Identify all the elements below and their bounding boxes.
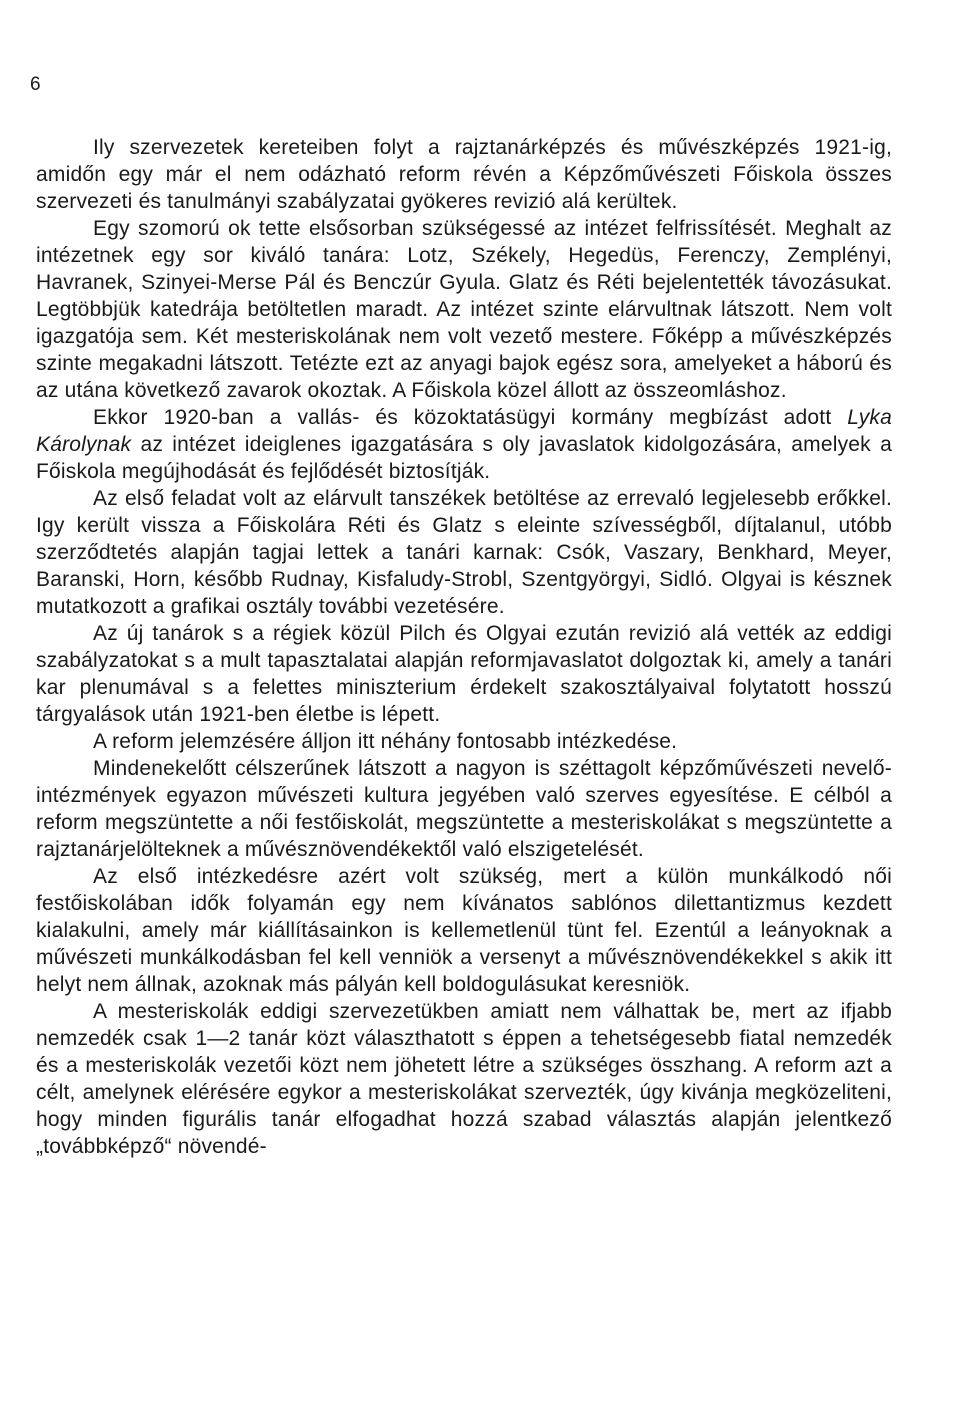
paragraph-8-text: Az első intézkedésre azért volt szükség, mert a külön munkálkodó női festőiskolában idők folyamán egy nem kívánatos sablónos dilettantizmus kezdett kialakulni, amely már kiállításainkon is kellemetlenül tünt fel. Ezentúl a leányoknak a művészeti munkálkodásban fel kell venniök a versenyt a művésznövendékekkel s akik itt helyt nem állnak, azoknak más pályán kell boldogulásukat keresniök.: [36, 865, 892, 996]
paragraph-8: [36, 863, 892, 998]
paragraph-5: [36, 620, 892, 728]
paragraph-6: [36, 728, 892, 755]
paragraph-3-text: Ekkor 1920-ban a vallás- és közoktatásügyi kormány megbízást adott: [93, 406, 848, 429]
paragraph-4: [36, 485, 892, 620]
paragraph-9: [36, 998, 892, 1160]
paragraph-7: [36, 755, 892, 863]
paragraph-4-text: Az első feladat volt az elárvult tanszékek betöltése az errevaló legjelesebb erőkkel. Igy került vissza a Főiskolára Réti és Glatz s eleinte szívességből, díjtalanul, utóbb szerződtetés alapján tagjai lettek a tanári karnak: Csók, Vaszary, Benkhard, Meyer, Baranski, Horn, később Rudnay, Kisfaludy-Strobl, Szentgyörgyi, Sidló. Olgyai is késznek mutatkozott a grafikai osztály további vezetésére.: [36, 487, 892, 618]
paragraph-3: [36, 404, 892, 485]
page-number: 6: [30, 74, 41, 95]
paragraph-9-text: A mesteriskolák eddigi szervezetükben amiatt nem válhattak be, mert az ifjabb nemzedék csak 1—2 tanár közt választhatott s éppen a tehetségesebb fiatal nemzedék és a mesteriskolák vezetői közt nem jöhetett létre a szükséges összhang. A reform azt a célt, amelynek elérésére egykor a mesteriskolákat szervezték, úgy kivánja megközeliteni, hogy minden figurális tanár elfogadhat hozzá szabad választás alapján jelentkező „továbbképző“ növendé-: [36, 1000, 892, 1158]
paragraph-2: [36, 215, 892, 404]
paragraph-1: [36, 134, 892, 215]
paragraph-7-text: Mindenekelőtt célszerűnek látszott a nagyon is széttagolt képzőművészeti nevelő-intézmények egyazon művészeti kultura jegyében való szerves egyesítése. E célból a reform megszüntette a női festőiskolát, megszüntette a mesteriskolákat s megszüntette a rajztanárjelölteknek a művésznövendékektől való elszigetelését.: [36, 757, 892, 861]
paragraph-2-text: Egy szomorú ok tette elsősorban szükségessé az intézet felfrissítését. Meghalt az intézetnek egy sor kiváló tanára: Lotz, Székely, Hegedüs, Ferenczy, Zemplényi, Havranek, Szinyei-Merse Pál és Benczúr Gyula. Glatz és Réti bejelentették távozásukat. Legtöbbjük katedrája betöltetlen maradt. Az intézet szinte elárvultnak látszott. Nem volt igazgatója sem. Két mesteriskolának nem volt vezető mestere. Főképp a művészképzés szinte megakadni látszott. Tetézte ezt az anyagi bajok egész sora, amelyeket a háború és az utána következő zavarok okoztak. A Főiskola közel állott az összeomláshoz.: [36, 217, 892, 402]
paragraph-6-text: A reform jelemzésére álljon itt néhány fontosabb intézkedése.: [93, 730, 678, 753]
paragraph-3-tail: az intézet ideiglenes igazgatására s oly javaslatok kidolgozására, amelyek a Főiskola megújhodását és fejlődését biztosítják.: [36, 433, 892, 483]
body-text: [36, 134, 892, 1160]
paragraph-1-text: Ily szervezetek kereteiben folyt a rajztanárképzés és művészképzés 1921-ig, amidőn egy már el nem odázható reform révén a Képzőművészeti Főiskola összes szervezeti és tanulmányi szabályzatai gyökeres revizió alá kerültek.: [36, 136, 892, 213]
paragraph-5-text: Az új tanárok s a régiek közül Pilch és Olgyai ezután revizió alá vették az eddigi szabályzatokat s a mult tapasztalatai alapján reformjavaslatot dolgoztak ki, amely a tanári kar plenumával s a felettes miniszterium érdekelt szakosztályaival folytatott hosszú tárgyalások után 1921-ben életbe is lépett.: [36, 622, 892, 726]
paragraph-3-emphasis: Lyka Károlynak: [36, 406, 892, 456]
